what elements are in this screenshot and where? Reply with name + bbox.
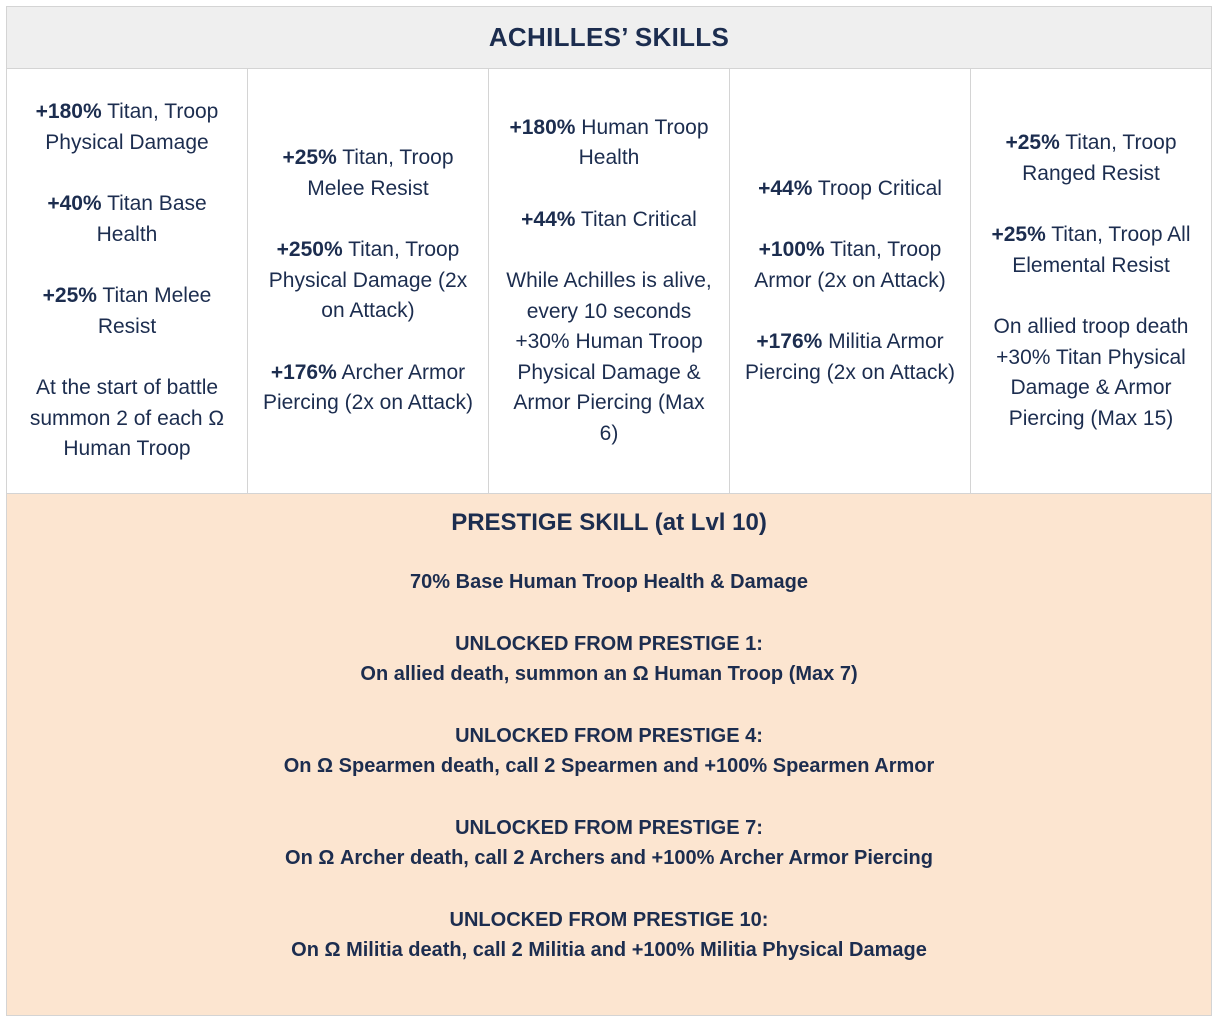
skill-entry: [985, 312, 1197, 434]
skill-value: +40%: [47, 192, 102, 216]
skill-value: +100%: [758, 238, 825, 262]
skill-text: Titan Critical: [575, 207, 697, 231]
skill-value: +176%: [756, 330, 823, 354]
skill-value: +25%: [42, 284, 97, 308]
skill-column-5: [971, 69, 1211, 493]
skill-text: Troop Critical: [812, 176, 942, 200]
prestige-unlock-text: On allied death, summon an Ω Human Troop (Max 7): [360, 663, 858, 685]
skill-value: +25%: [991, 223, 1046, 246]
skills-row: [7, 69, 1211, 494]
skill-text: On allied troop death +30% Titan Physical Damage & Armor Piercing (Max 15): [993, 315, 1189, 430]
skill-text: Titan Base Health: [96, 192, 207, 246]
prestige-unlock-label: UNLOCKED FROM PRESTIGE 4:: [455, 724, 763, 747]
prestige-unlock-label: UNLOCKED FROM PRESTIGE 10:: [449, 908, 769, 931]
skill-value: +250%: [276, 238, 343, 262]
skill-value: +25%: [282, 146, 337, 170]
skill-entry: [758, 174, 942, 205]
skill-entry: [262, 235, 474, 327]
skill-text: Titan, Troop All Elemental Resist: [1012, 223, 1191, 277]
prestige-base-text: 70% Base Human Troop Health & Damage: [410, 571, 808, 593]
skill-entry: [744, 235, 956, 296]
skill-entry: [21, 281, 233, 342]
prestige-unlock-text: On Ω Spearmen death, call 2 Spearmen and +100% Spearmen Armor: [283, 755, 935, 777]
skill-entry: [262, 358, 474, 419]
prestige-unlock-text: On Ω Militia death, call 2 Militia and +100% Militia Physical Damage: [291, 939, 927, 961]
prestige-unlock-label: UNLOCKED FROM PRESTIGE 7:: [455, 816, 763, 839]
skill-text: Titan, Troop Physical Damage (2x on Attack): [268, 238, 468, 323]
prestige-unlock: [7, 905, 1211, 966]
skill-column-2: [248, 69, 489, 493]
skill-text: Titan, Troop Physical Damage: [45, 100, 219, 154]
skill-value: +44%: [521, 207, 576, 231]
prestige-section: [7, 494, 1211, 1015]
skill-text: Titan, Troop Melee Resist: [307, 146, 454, 200]
prestige-unlock-label: UNLOCKED FROM PRESTIGE 1:: [455, 632, 763, 655]
prestige-base: [7, 567, 1211, 598]
skill-text: Human Troop Health: [575, 115, 709, 170]
skills-table: [6, 6, 1212, 1016]
skill-entry: [985, 220, 1197, 281]
table-header: [7, 7, 1211, 69]
skill-value: +25%: [1005, 131, 1060, 154]
skill-column-3: [489, 69, 730, 493]
prestige-unlock: [7, 813, 1211, 874]
skill-text: Titan, Troop Armor (2x on Attack): [754, 238, 946, 292]
skill-entry: [521, 205, 697, 236]
skill-value: +44%: [758, 176, 813, 200]
skill-entry: [503, 113, 715, 174]
skill-text: While Achilles is alive, every 10 seconds +30% Human Troop Physical Damage & Armor Piercing (Max 6): [506, 269, 712, 445]
skill-text: Titan Melee Resist: [96, 284, 212, 338]
skill-entry: [744, 327, 956, 388]
skill-entry: [21, 189, 233, 250]
skill-text: At the start of battle summon 2 of each Ω Human Troop: [29, 376, 225, 461]
skill-column-4: [730, 69, 971, 493]
skill-column-1: [7, 69, 248, 493]
skill-value: +176%: [270, 360, 337, 384]
skill-entry: [503, 266, 715, 449]
prestige-unlock: [7, 721, 1211, 782]
skill-entry: [21, 373, 233, 465]
skill-value: +180%: [35, 100, 102, 124]
skill-text: Archer Armor Piercing (2x on Attack): [262, 360, 474, 415]
prestige-title: PRESTIGE SKILL (at Lvl 10): [451, 509, 767, 536]
table-title: ACHILLES’ SKILLS: [488, 22, 730, 52]
skill-value: +180%: [509, 115, 576, 139]
skill-text: Militia Armor Piercing (2x on Attack): [744, 330, 956, 384]
skill-entry: [985, 128, 1197, 189]
prestige-unlock: [7, 629, 1211, 690]
prestige-unlock-text: On Ω Archer death, call 2 Archers and +100% Archer Armor Piercing: [285, 847, 933, 869]
skill-entry: [21, 97, 233, 158]
skill-entry: [262, 143, 474, 204]
skill-text: Titan, Troop Ranged Resist: [1022, 131, 1177, 185]
